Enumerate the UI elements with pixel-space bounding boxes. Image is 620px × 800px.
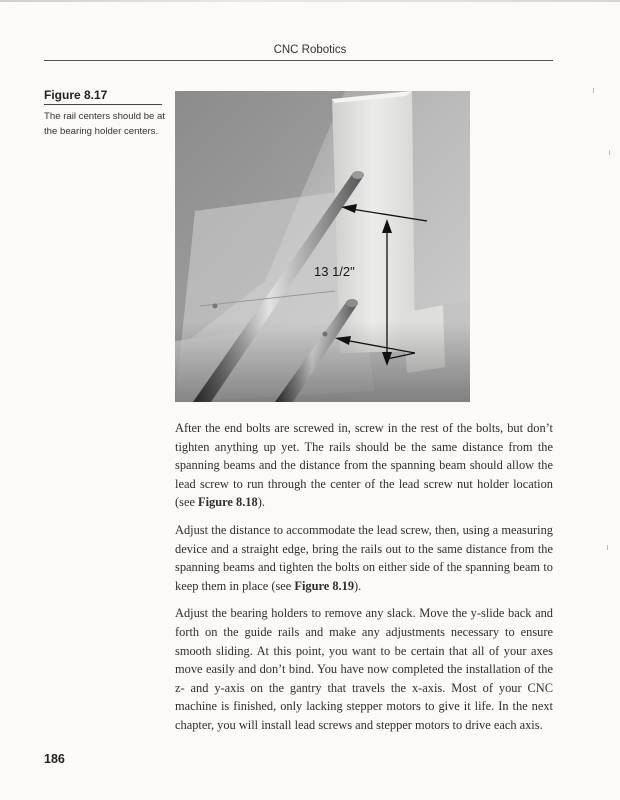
figure-reference: Figure 8.18 [198, 495, 258, 510]
figure-reference: Figure 8.19 [294, 578, 355, 593]
figure-photo [175, 91, 470, 402]
header-rule [44, 60, 553, 61]
scan-speck [609, 150, 610, 155]
running-head: CNC Robotics [273, 44, 347, 56]
dimension-label: 13 1/2" [314, 264, 355, 279]
page-number: 186 [44, 752, 65, 766]
caption-rule [44, 104, 162, 105]
figure-caption: The rail centers should be at the bearing holder centers. [44, 111, 166, 137]
paragraph: After the end bolts are screwed in, screw in the rest of the bolts, but don’t tighten anything up yet. The rails should be the same distance from the spanning beams and the distance from the spanning beam should allow the lead screw to run through the center of the lead screw nut holder location (see Figure 8.18). [175, 421, 553, 510]
scan-speck [593, 88, 594, 93]
scan-edge [0, 0, 620, 2]
paragraph: Adjust the bearing holders to remove any slack. Move the y-slide back and forth on the guide rails and make any adjustments necessary to ensure smooth sliding. At this point, you want to be certain that all of your axes move easily and don’t bind. You have now completed the installation of the z- and y-axis on the gantry that travels the x-axis. Most of your CNC machine is finished, only lacking stepper motors to give it life. In the next chapter, you will install lead screws and stepper motors to drive each axis. [175, 606, 553, 732]
paragraph: Adjust the distance to accommodate the lead screw, then, using a measuring device and a straight edge, bring the rails out to the same distance from the spanning beams and tighten the bolts on either side of the spanning beam to keep them in place (see Figure 8.19). [175, 522, 553, 593]
body-text [175, 419, 553, 744]
figure-number: Figure 8.17 [44, 88, 108, 102]
scan-speck [607, 545, 608, 550]
